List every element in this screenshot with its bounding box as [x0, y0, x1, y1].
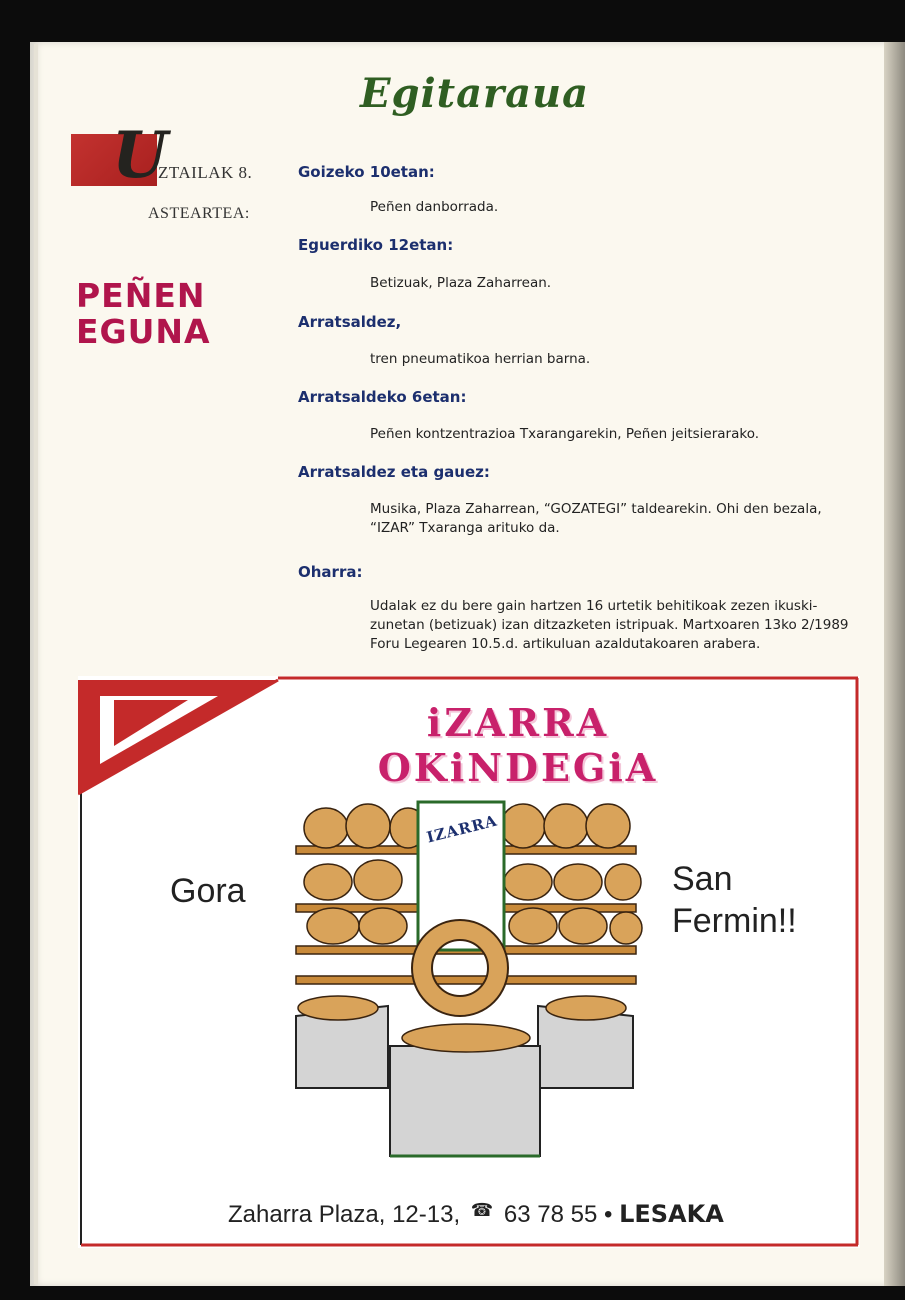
schedule-heading-6: Oharra: — [298, 563, 363, 581]
weekday-text: ASTEARTEA: — [148, 205, 250, 222]
ad-title: iZARRA OKiNDEGiA — [377, 700, 659, 790]
schedule-text-1: Peñen danborrada. — [370, 199, 499, 215]
phone-number: 63 78 55 • — [503, 1201, 613, 1228]
schedule-heading-3: Arratsaldez, — [298, 313, 402, 331]
schedule-heading-5: Arratsaldez eta gauez: — [298, 463, 490, 481]
ad-right-text — [672, 858, 797, 942]
bakery-advertisement — [78, 676, 860, 1248]
schedule-text-3: tren pneumatikoa herrian barna. — [370, 351, 591, 367]
schedule-heading-4: Arratsaldeko 6etan: — [298, 388, 467, 406]
binding-edge — [884, 42, 905, 1286]
ad-right-text-line1: San — [672, 860, 733, 898]
date-text: ZTAILAK 8. — [158, 163, 253, 182]
page-title: Egitaraua — [360, 70, 590, 117]
ad-right-text-line2: Fermin!! — [672, 902, 797, 940]
schedule-heading-2: Eguerdiko 12etan: — [298, 236, 454, 254]
schedule-text-6: Udalak ez du bere gain hartzen 16 urtetik behitikoak zezen ikuski-zunetan (betizuak) izan ditzazketen istripuak. Martxoaren 13ko 2/1989 Foru Legearen 10.5.d. artikuluan azaldutakoaren arabera. — [370, 598, 849, 652]
schedule-text-5: Musika, Plaza Zaharrean, “GOZATEGI” taldearekin. Ohi den bezala, “IZAR” Txaranga arituko da. — [370, 501, 822, 536]
event-title-line2: EGUNA — [76, 312, 211, 351]
ad-address-line — [228, 1200, 724, 1229]
ad-left-text: Gora — [170, 872, 246, 910]
town-name: LESAKA — [619, 1200, 724, 1228]
address-text: Zaharra Plaza, 12-13, — [228, 1201, 461, 1228]
page-edge — [34, 44, 38, 1284]
event-title — [76, 278, 211, 350]
sign-label: IZARRA — [424, 811, 500, 847]
dropcap-letter: U — [112, 118, 168, 193]
event-title-line1: PEÑEN — [76, 276, 206, 315]
schedule-heading-1: Goizeko 10etan: — [298, 163, 435, 181]
schedule-text-2: Betizuak, Plaza Zaharrean. — [370, 275, 552, 291]
schedule-text-4: Peñen kontzentrazioa Txarangarekin, Peñen jeitsierarako. — [370, 426, 760, 442]
telephone-icon: ☎ — [470, 1200, 494, 1220]
